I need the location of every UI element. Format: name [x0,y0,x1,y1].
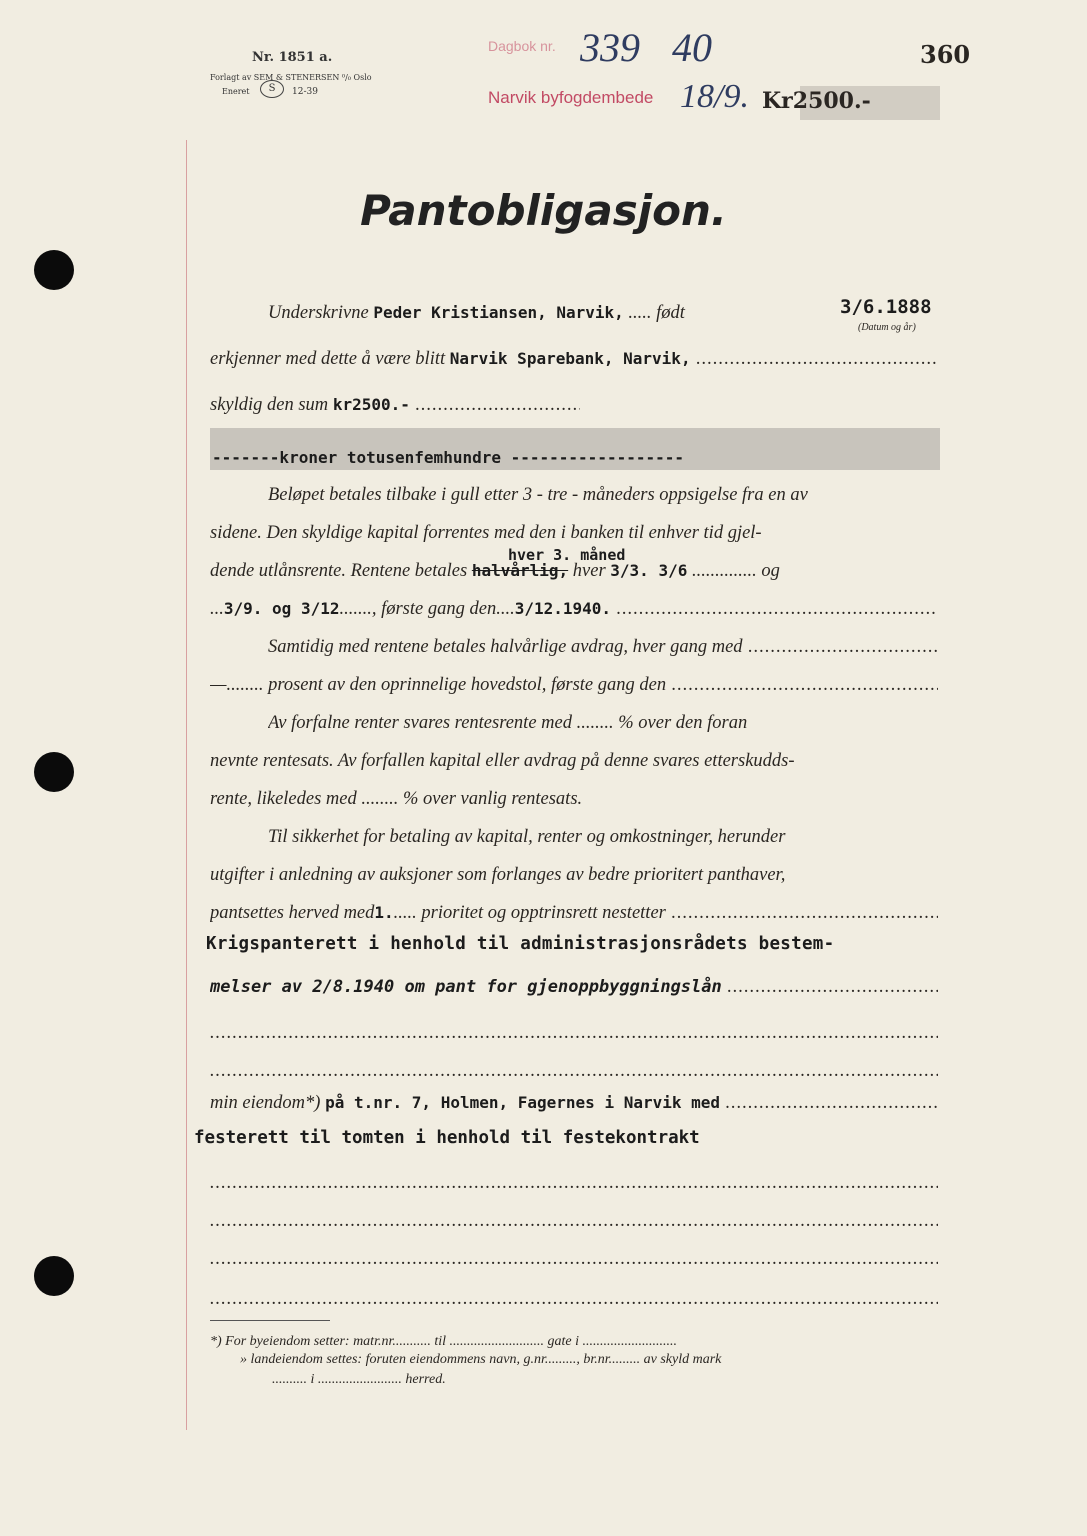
footnote-line: .......... i ........................ herred. [272,1372,446,1387]
margin-rule [186,140,187,1430]
blank-line [210,1284,938,1314]
property-description: på t.nr. 7, Holmen, Fagernes i Narvik med [325,1093,721,1112]
publisher-number: Nr. 1851 a. [252,50,333,65]
punch-hole [34,250,74,290]
text-line: Av forfalne renter svares rentesrente med ........ % over den foran [268,713,748,733]
text-line: sidene. Den skyldige kapital forrentes med den i banken til enhver tid gjel- [210,523,762,543]
creditor-name: Narvik Sparebank, Narvik, [449,349,691,368]
document-title: Pantobligasjon. [360,186,727,235]
interest-insert: hver 3. måned [508,546,626,564]
publisher-eneret: Eneret [222,87,250,96]
sum-line [210,390,580,420]
typed-line: melser av 2/8.1940 om pant for gjenoppbyggningslån [210,977,722,997]
blank-line [210,1168,938,1198]
page-number: 360 [920,40,971,69]
punch-hole [34,752,74,792]
interest-dates: 3/3. 3/6 [610,561,688,580]
text-line: —........ prosent av den oprinnelige hovedstol, første gang den ..... [210,670,938,700]
creditor-label: erkjenner med dette å være blitt [210,349,446,369]
sum-label: skyldig den sum [210,395,329,415]
struck-word: halvårlig, [471,561,569,580]
footnote-line: *) For byeiendom setter: matr.nr........... til ........................... gate i ........................... [210,1334,678,1349]
typed-line: Krigspanterett i henhold til administrasjonsrådets bestem- [206,934,835,954]
publisher-code: 12-39 [292,87,318,97]
blank-line [210,1206,938,1236]
text-line: nevnte rentesats. Av forfallen kapital eller avdrag på denne svares etterskudds- [210,751,795,771]
debtor-label: Underskrivne [268,303,369,323]
first-date-line: ...3/9. og 3/12......., første gang den....3/12.1940. ..... [210,594,938,624]
court-stamp: Narvik byfogdembede [488,88,654,107]
born-label: født [656,303,685,323]
priority-line: pantsettes herved med1...... prioritet og opptrinsrett nestetter ..... [210,898,938,928]
blank-line [210,1018,938,1048]
text-line: utgifter i anledning av auksjoner som forlanges av bedre prioritert panthaver, [210,865,786,885]
amount-words: -------kroner totusenfemhundre ------------------ [212,448,685,467]
publisher-line: Forlagt av SEM & STENERSEN ⁰/₀ Oslo [210,73,372,82]
text-line: Til sikkerhet for betaling av kapital, renter og omkostninger, herunder [268,827,786,847]
text-line: Beløpet betales tilbake i gull etter 3 - tre - måneders oppsigelse fra en av [268,485,808,505]
typed-line-row [210,972,938,1002]
dagbok-year: 40 [672,25,712,70]
interest-dates-2: 3/9. og 3/12 [223,599,340,618]
blank-line [210,1244,938,1274]
debtor-name: Peder Kristiansen, Narvik, [373,303,624,322]
handwritten-date: 18/9. [680,78,749,115]
header-amount: Kr2500.- [762,88,871,114]
punch-hole [34,1256,74,1296]
dagbok-label: Dagbok nr. [488,38,556,54]
text-line: rente, likeledes med ........ % over vanlig rentesats. [210,789,583,809]
dagbok-number: 339 [580,25,640,70]
first-payment-date: 3/12.1940. [514,599,612,618]
debtor-line: Underskrivne Peder Kristiansen, Narvik, ..... født [268,303,685,323]
interest-line: dende utlånsrente. Rentene betales halvårlig, hver 3/3. 3/6 .............. og [210,561,780,581]
blank-line [210,1056,938,1086]
priority-number: 1. [374,903,394,922]
footnote-rule [210,1320,330,1321]
text-line: Samtidig med rentene betales halvårlige avdrag, hver gang med ..... [268,632,938,662]
property-line: min eiendom*) på t.nr. 7, Holmen, Fagernes i Narvik med ..... [210,1088,938,1118]
date-note: (Datum og år) [858,322,916,333]
publisher-logo-icon: S [260,80,284,98]
creditor-line [210,344,938,374]
typed-line: festerett til tomten i henhold til festekontrakt [194,1128,700,1148]
birth-date: 3/6.1888 [840,296,932,318]
sum-amount: kr2500.- [332,395,410,414]
footnote-line: » landeiendom settes: foruten eiendommens navn, g.nr........., br.nr......... av skyld mark [240,1352,722,1367]
